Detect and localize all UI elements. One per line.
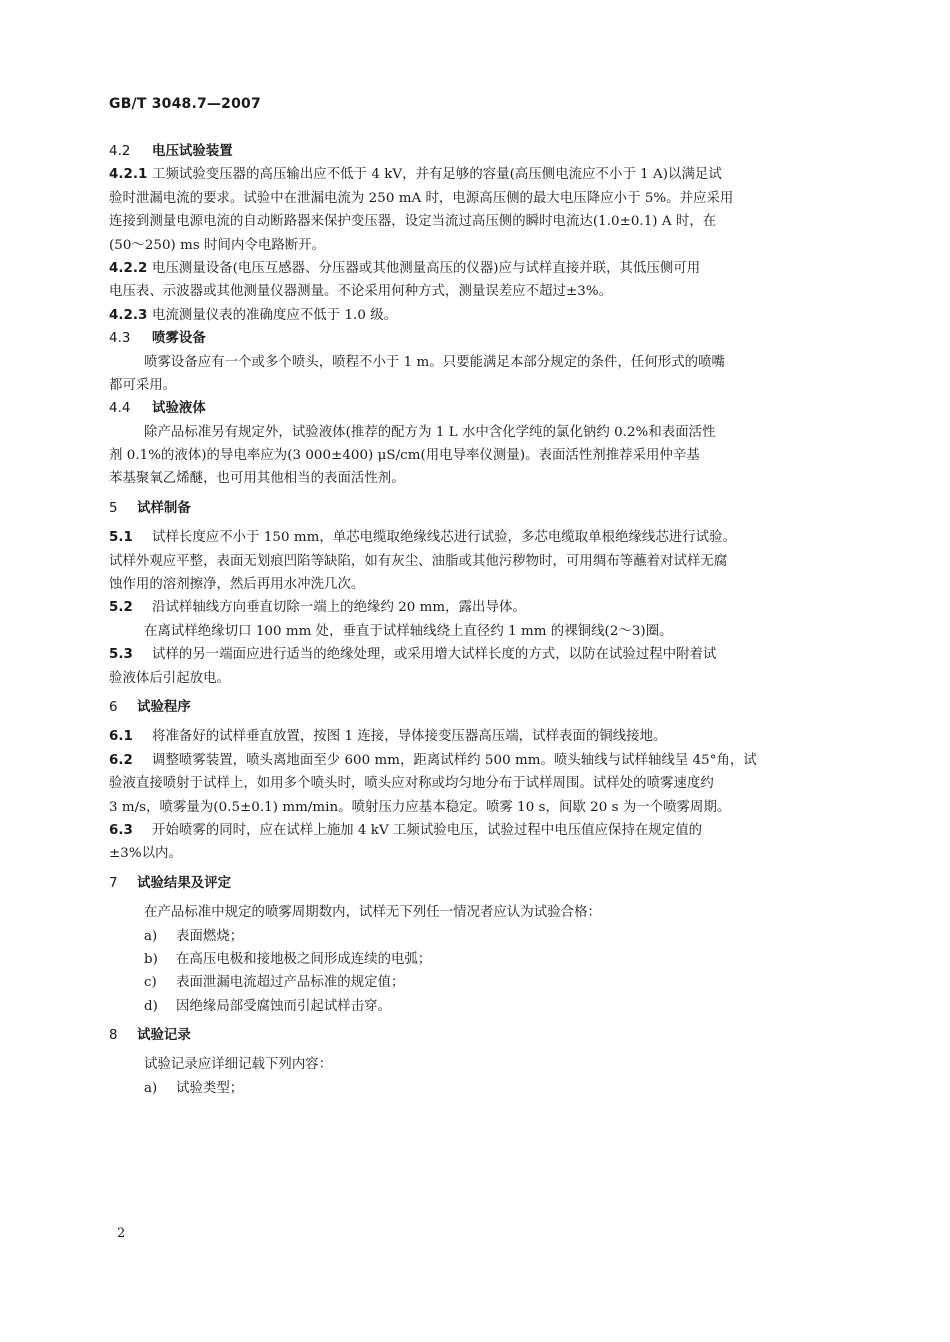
paragraph-line <box>109 187 847 210</box>
list-text: 表面燃烧； <box>176 928 244 944</box>
document-body <box>109 140 847 1100</box>
heading-number: 4.3 <box>109 331 131 347</box>
paragraph-line <box>109 421 847 444</box>
heading-number: 7 <box>109 875 118 891</box>
paragraph-line <box>109 901 847 924</box>
clause-number: 4.2.2 <box>109 260 148 276</box>
list-label: c) <box>144 975 157 991</box>
paragraph-text: 蚀作用的溶剂擦净，然后再用水冲洗几次。 <box>109 577 365 593</box>
paragraph-text: 验液体后引起放电。 <box>109 670 230 686</box>
subsection-heading <box>109 140 847 163</box>
paragraph-line <box>109 620 847 643</box>
paragraph-text: 3 m/s，喷雾量为(0.5±0.1) mm/min。喷射压力应基本稳定。喷雾 10 s，间歇 20 s 为一个喷雾周期。 <box>109 799 731 815</box>
paragraph-text: 在离试样绝缘切口 100 mm 处，垂直于试样轴线绕上直径约 1 mm 的裸铜线(2～3)圈。 <box>144 623 673 639</box>
section-heading <box>109 872 847 895</box>
paragraph-line <box>109 234 847 257</box>
clause-line <box>109 163 847 186</box>
paragraph-line <box>109 796 847 819</box>
paragraph-line <box>109 1053 847 1076</box>
paragraph-text: 连接到测量电源电流的自动断路器来保护变压器，设定当流过高压侧的瞬时电流达(1.0±0.1) A 时，在 <box>109 214 717 230</box>
paragraph-line <box>109 842 847 865</box>
heading-title: 试验程序 <box>137 699 191 715</box>
section-heading <box>109 1024 847 1047</box>
heading-title: 喷雾设备 <box>152 331 206 347</box>
list-text: 因绝缘局部受腐蚀而引起试样击穿。 <box>176 998 392 1014</box>
list-text: 在高压电极和接地极之间形成连续的电弧； <box>176 951 432 967</box>
paragraph-text: 喷雾设备应有一个或多个喷头，喷程不小于 1 m。只要能满足本部分规定的条件，任何形式的喷嘴 <box>144 354 725 370</box>
heading-number: 5 <box>109 500 118 516</box>
paragraph-line <box>109 374 847 397</box>
paragraph-line <box>109 351 847 374</box>
paragraph-text: 苯基聚氧乙烯醚，也可用其他相当的表面活性剂。 <box>109 471 405 487</box>
paragraph-text: 试样外观应平整，表面无划痕凹陷等缺陷，如有灰尘、油脂或其他污秽物时，可用绸布等蘸着对试样无腐 <box>109 553 728 569</box>
section-heading <box>109 696 847 719</box>
heading-number: 8 <box>109 1028 118 1044</box>
clause-number: 6.1 <box>109 729 133 745</box>
paragraph-line <box>109 550 847 573</box>
heading-title: 试验液体 <box>152 401 206 417</box>
list-label: a) <box>144 1080 158 1096</box>
clause-line <box>109 596 847 619</box>
clause-text: 试样的另一端面应进行适当的绝缘处理，或采用增大试样长度的方式，以防在试验过程中附着试 <box>152 647 717 663</box>
clause-line <box>109 643 847 666</box>
clause-line <box>109 304 847 327</box>
clause-number: 5.2 <box>109 600 133 616</box>
paragraph-text: 在产品标准中规定的喷雾周期数内，试样无下列任一情况者应认为试验合格： <box>144 905 601 921</box>
heading-title: 试样制备 <box>137 500 191 516</box>
heading-title: 试验记录 <box>137 1028 191 1044</box>
clause-line <box>109 819 847 842</box>
list-text: 表面泄漏电流超过产品标准的规定值； <box>176 975 405 991</box>
paragraph-text: ±3%以内。 <box>109 846 182 862</box>
list-label: d) <box>144 998 158 1014</box>
clause-number: 5.1 <box>109 530 133 546</box>
clause-number: 4.2.1 <box>109 167 148 183</box>
paragraph-text: 除产品标准另有规定外，试验液体(推荐的配方为 1 L 水中含化学纯的氯化钠约 0.2%和表面活性 <box>144 424 716 440</box>
clause-text: 试样长度应不小于 150 mm，单芯电缆取绝缘线芯进行试验，多芯电缆取单根绝缘线芯进行试验。 <box>152 530 736 546</box>
list-item <box>109 971 847 994</box>
clause-number: 5.3 <box>109 647 133 663</box>
list-text: 试验类型； <box>176 1080 244 1096</box>
clause-text: 电压测量设备(电压互感器、分压器或其他测量高压的仪器)应与试样直接并联，其低压侧可用 <box>152 260 701 276</box>
paragraph-text: 电压表、示波器或其他测量仪器测量。不论采用何种方式，测量误差应不超过±3%。 <box>109 284 613 300</box>
clause-number: 4.2.3 <box>109 307 148 323</box>
clause-text: 电流测量仪表的准确度应不低于 1.0 级。 <box>152 307 398 323</box>
heading-title: 电压试验装置 <box>152 144 233 159</box>
heading-number: 6 <box>109 699 118 715</box>
list-item <box>109 995 847 1018</box>
clause-line <box>109 749 847 772</box>
subsection-heading <box>109 397 847 420</box>
heading-number: 4.4 <box>109 401 131 417</box>
clause-text: 将准备好的试样垂直放置，按图 1 连接，导体接变压器高压端，试样表面的铜线接地。 <box>152 729 667 745</box>
paragraph-line <box>109 280 847 303</box>
clause-number: 6.3 <box>109 822 133 838</box>
clause-text: 工频试验变压器的高压输出应不低于 4 kV，并有足够的容量(高压侧电流应不小于 1 A)以满足试 <box>152 167 722 183</box>
subsection-heading <box>109 327 847 350</box>
page-number: 2 <box>117 1226 126 1241</box>
paragraph-text: 剂 0.1%的液体)的导电率应为(3 000±400) μS/cm(用电导率仪测量)。表面活性剂推荐采用仲辛基 <box>109 448 700 464</box>
clause-line <box>109 526 847 549</box>
list-label: b) <box>144 951 158 967</box>
list-item <box>109 948 847 971</box>
paragraph-line <box>109 210 847 233</box>
clause-text: 开始喷雾的同时，应在试样上施加 4 kV 工频试验电压，试验过程中电压值应保持在规定值的 <box>152 822 703 838</box>
list-label: a) <box>144 928 158 944</box>
paragraph-line <box>109 467 847 490</box>
section-heading <box>109 497 847 520</box>
paragraph-text: 试验记录应详细记载下列内容： <box>144 1057 333 1073</box>
clause-line <box>109 725 847 748</box>
paragraph-text: 验时泄漏电流的要求。试验中在泄漏电流为 250 mA 时，电源高压侧的最大电压降应小于 5%。并应采用 <box>109 190 734 206</box>
paragraph-line <box>109 444 847 467</box>
clause-number: 6.2 <box>109 752 133 768</box>
paragraph-text: (50～250) ms 时间内令电路断开。 <box>109 237 326 253</box>
standard-number-header: GB/T 3048.7—2007 <box>109 96 261 112</box>
paragraph-line <box>109 667 847 690</box>
heading-number: 4.2 <box>109 144 131 159</box>
heading-title: 试验结果及评定 <box>137 875 232 891</box>
paragraph-line <box>109 573 847 596</box>
clause-text: 调整喷雾装置，喷头离地面至少 600 mm，距离试样约 500 mm。喷头轴线与试样轴线呈 45°角，试 <box>152 752 757 768</box>
paragraph-text: 都可采用。 <box>109 377 177 393</box>
clause-line <box>109 257 847 280</box>
list-item <box>109 925 847 948</box>
paragraph-line <box>109 772 847 795</box>
clause-text: 沿试样轴线方向垂直切除一端上的绝缘约 20 mm，露出导体。 <box>152 600 526 616</box>
paragraph-text: 验液直接喷射于试样上，如用多个喷头时，喷头应对称或均匀地分布于试样周围。试样处的喷雾速度约 <box>109 776 714 792</box>
list-item <box>109 1077 847 1100</box>
